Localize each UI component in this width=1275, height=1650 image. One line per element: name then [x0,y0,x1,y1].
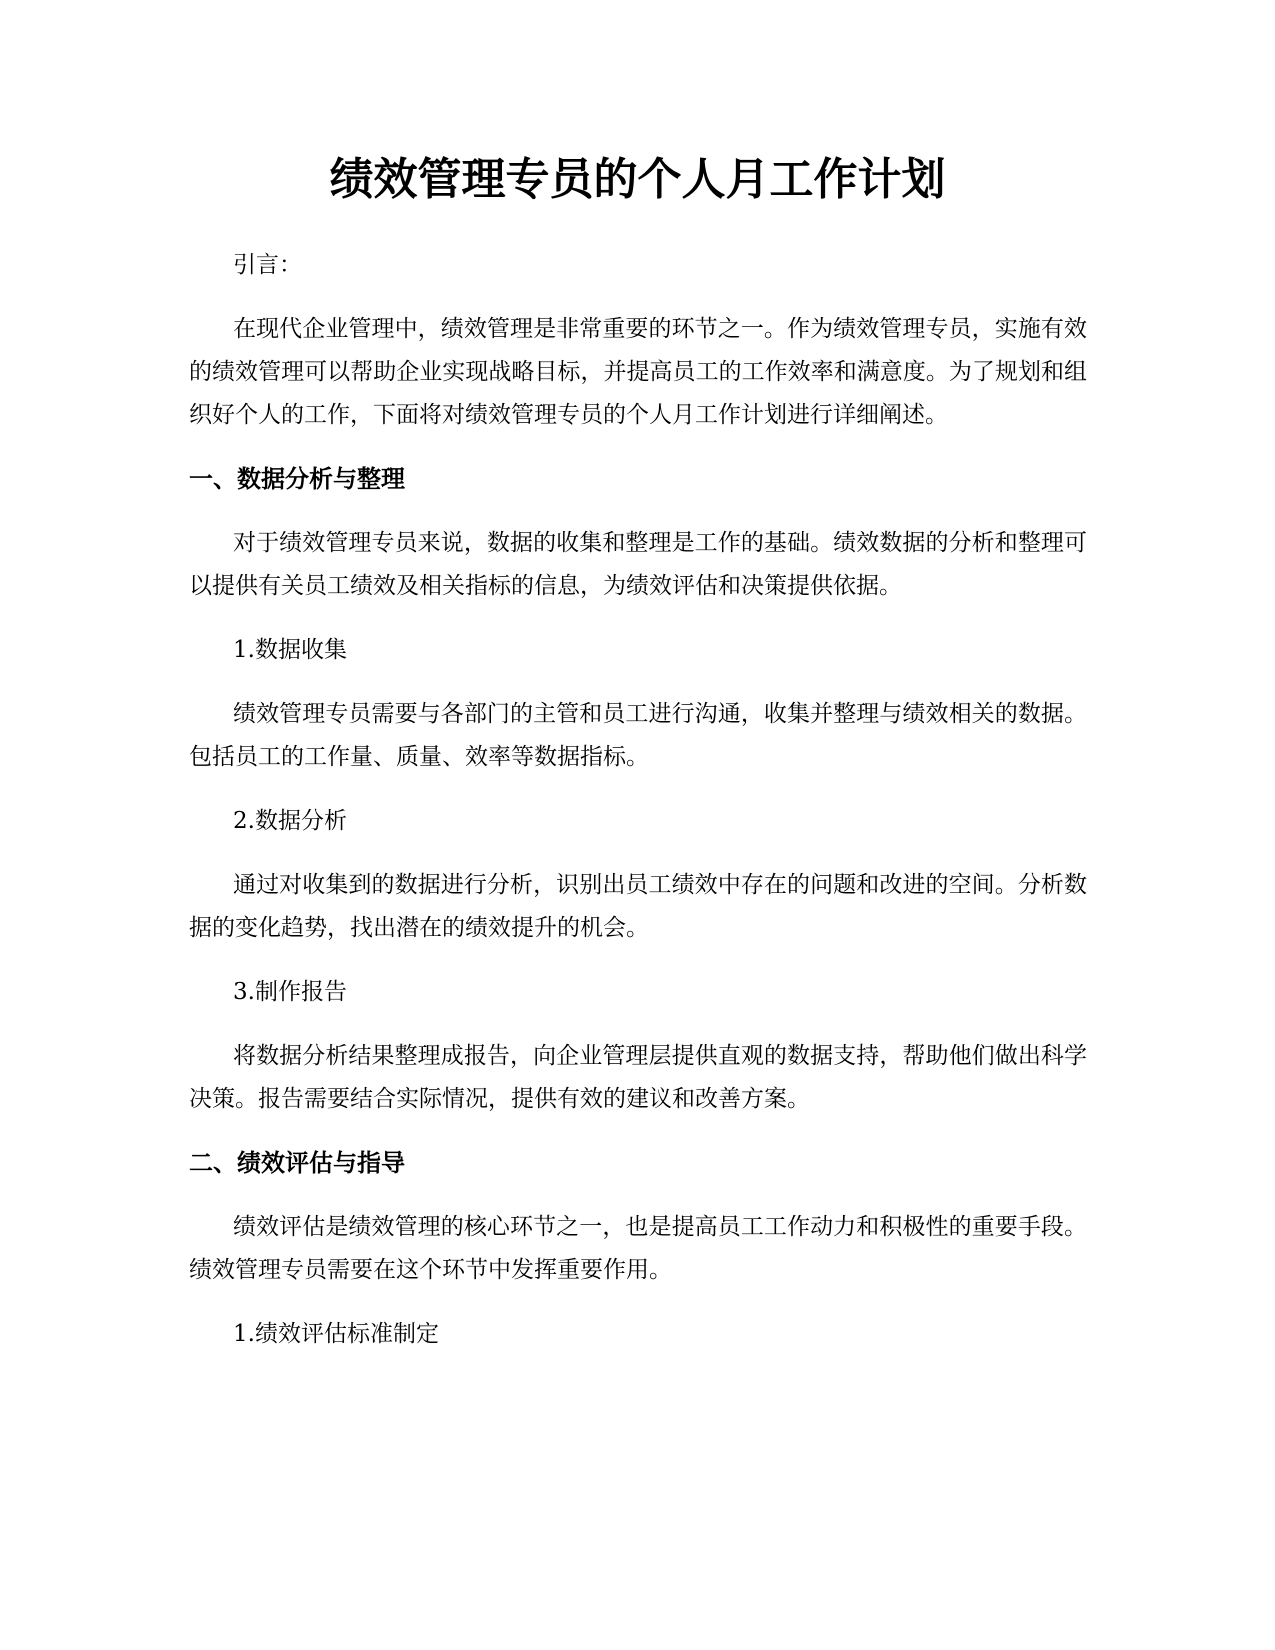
document-title: 绩效管理专员的个人月工作计划 [329,154,946,205]
section-2-paragraph: 绩效评估是绩效管理的核心环节之一，也是提高员工工作动力和积极性的重要手段。绩效管理专员需要在这个环节中发挥重要作用。 [189,1214,1087,1283]
section-1-item-2-title: 2.数据分析 [233,808,347,834]
section-1-item-2-text: 通过对收集到的数据进行分析，识别出员工绩效中存在的问题和改进的空间。分析数据的变化趋势，找出潜在的绩效提升的机会。 [189,872,1087,941]
section-1-item-3-text: 将数据分析结果整理成报告，向企业管理层提供直观的数据支持，帮助他们做出科学决策。报告需要结合实际情况，提供有效的建议和改善方案。 [189,1043,1087,1112]
section-2-item-1-title: 1.绩效评估标准制定 [233,1321,439,1347]
section-1-item-1-text: 绩效管理专员需要与各部门的主管和员工进行沟通，收集并整理与绩效相关的数据。包括员工的工作量、质量、效率等数据指标。 [189,701,1087,770]
section-1-item-1-title: 1.数据收集 [233,637,347,663]
section-1-paragraph: 对于绩效管理专员来说，数据的收集和整理是工作的基础。绩效数据的分析和整理可以提供有关员工绩效及相关指标的信息，为绩效评估和决策提供依据。 [189,530,1087,599]
section-heading-2: 二、绩效评估与指导 [189,1149,405,1177]
section-heading-1: 一、数据分析与整理 [189,465,405,493]
section-1-item-3-title: 3.制作报告 [233,979,347,1005]
document-body [189,244,1087,1377]
intro-paragraph: 在现代企业管理中，绩效管理是非常重要的环节之一。作为绩效管理专员，实施有效的绩效管理可以帮助企业实现战略目标，并提高员工的工作效率和满意度。为了规划和组织好个人的工作，下面将对绩效管理专员的个人月工作计划进行详细阐述。 [189,316,1087,428]
intro-label: 引言： [233,252,302,278]
